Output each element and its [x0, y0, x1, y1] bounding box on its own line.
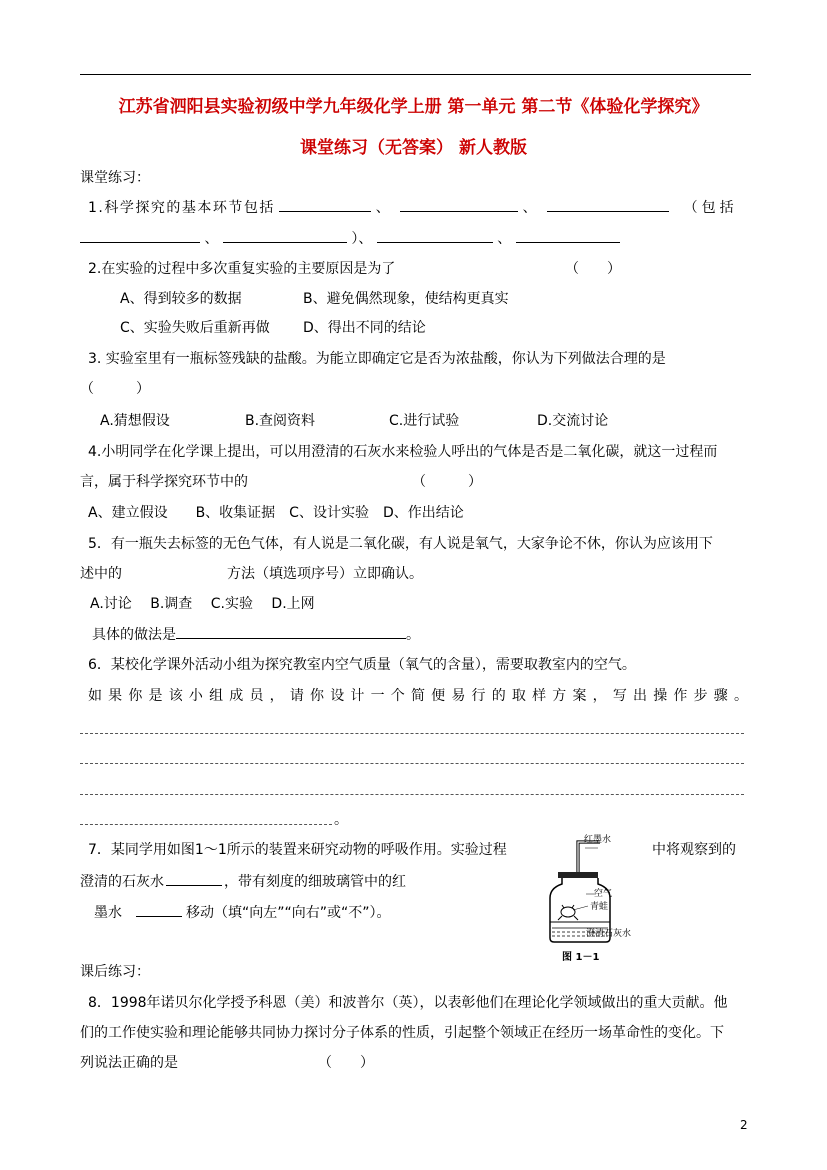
frog-icon — [558, 905, 578, 920]
question-7-stem-line3: 墨水 移动（填“向左”“向右”或“不”）。 — [94, 902, 391, 923]
question-1-line1: 1.科学探究的基本环节包括 、 、 （包括 — [88, 197, 738, 218]
page-title: 江苏省泗阳县实验初级中学九年级化学上册 第一单元 第二节《体验化学探究》 — [118, 97, 709, 117]
question-7-stem-line2: 澄清的石灰水 ，带有刻度的细玻璃管中的红 — [80, 871, 406, 892]
blank-q1-4[interactable] — [80, 228, 200, 243]
question-6-stem-line1: 6．某校化学课外活动小组为探究教室内空气质量（氧气的含量），需要取教室内的空气。 — [88, 657, 636, 673]
question-2-stem: 2.在实验的过程中多次重复实验的主要原因是为了 — [88, 261, 396, 277]
question-7-stem-line1b: 中将观察到的 — [652, 842, 736, 858]
blank-q7-ink[interactable] — [136, 902, 182, 917]
blank-q1-2[interactable] — [400, 197, 518, 212]
question-5-stem-line2b: 方法（填选项序号）立即确认。 — [227, 566, 423, 582]
question-6-end: 。 — [334, 812, 348, 828]
answer-line-4[interactable] — [80, 824, 332, 825]
question-3-option-d: D.交流讨论 — [537, 413, 609, 429]
question-1-line2: 、 ）、 、 — [80, 228, 620, 249]
question-5-stem-line2a: 述中的 — [80, 566, 122, 582]
glass-tube — [578, 842, 600, 874]
question-2-option-d: D、得出不同的结论 — [303, 320, 426, 336]
figure-1-1 — [540, 832, 640, 962]
question-8-stem-line2: 们的工作使实验和理论能够共同协力探讨分子体系的性质，引起整个领域正在经历一场革命性的变化。下 — [80, 1025, 724, 1041]
figure-caption: 图 1－1 — [562, 952, 600, 962]
question-5-detail: 具体的做法是 。 — [92, 624, 420, 645]
question-3-answer-paren[interactable]: （ ） — [80, 381, 150, 397]
question-8-stem-line3: 列说法正确的是 — [80, 1055, 178, 1071]
blank-q7-limewater[interactable] — [166, 871, 222, 886]
question-4-stem-line2: 言，属于科学探究环节中的 — [80, 474, 248, 490]
question-8-stem-line1: 8．1998年诺贝尔化学授予科恩（美）和波普尔（英），以表彰他们在理论化学领域做出的重大贡献。他 — [88, 995, 728, 1011]
question-3-option-c: C.进行试验 — [389, 413, 460, 429]
question-8-answer-paren[interactable]: （ ） — [318, 1055, 374, 1071]
question-4-stem-line1: 4.小明同学在化学课上提出，可以用澄清的石灰水来检验人呼出的气体是否是二氧化碳，就这一过程而 — [88, 444, 718, 460]
question-6-stem-line2: 如果你是该小组成员，请你设计一个简便易行的取样方案，写出操作步骤。 — [88, 688, 748, 704]
blank-q1-3[interactable] — [547, 197, 669, 212]
section-class-practice: 课堂练习： — [80, 170, 150, 186]
blank-q1-1[interactable] — [279, 197, 371, 212]
stopper — [558, 872, 598, 878]
question-4-answer-paren[interactable]: （ ） — [412, 474, 482, 490]
answer-line-3[interactable] — [80, 794, 744, 795]
question-5-options: A.讨论 B.调查 C.实验 D.上网 — [90, 596, 315, 612]
section-after-class: 课后练习： — [80, 964, 150, 980]
question-4-options: A、建立假设 B、收集证据 C、设计实验 D、作出结论 — [88, 505, 464, 521]
question-2-option-b: B、避免偶然现象，使结构更真实 — [303, 291, 509, 307]
question-2-answer-paren[interactable]: （ ） — [565, 261, 621, 277]
answer-line-2[interactable] — [80, 763, 744, 764]
question-5-stem-line1: 5．有一瓶失去标签的无色气体，有人说是二氧化碳，有人说是氧气，大家争论不休，你认为应该用下 — [88, 536, 713, 552]
figure-label-limewater: 澄清石灰水 — [586, 929, 632, 939]
figure-label-air: 空气 — [594, 889, 613, 899]
question-2-option-c: C、实验失败后重新再做 — [120, 320, 270, 336]
page-number: 2 — [740, 1118, 748, 1132]
blank-q1-5[interactable] — [223, 228, 347, 243]
blank-q5-detail[interactable] — [176, 624, 406, 639]
question-2-option-a: A、得到较多的数据 — [120, 291, 242, 307]
page-subtitle: 课堂练习（无答案） 新人教版 — [300, 138, 527, 158]
question-3-option-b: B.查阅资料 — [245, 413, 316, 429]
question-7-stem-line1a: 7．某同学用如图1～1所示的装置来研究动物的呼吸作用。实验过程 — [88, 842, 507, 858]
figure-label-ink: 红墨水 — [584, 835, 612, 845]
question-3-stem: 3. 实验室里有一瓶标签残缺的盐酸。为能立即确定它是否为浓盐酸，你认为下列做法合理的是 — [88, 351, 666, 367]
blank-q1-6[interactable] — [377, 228, 493, 243]
answer-line-1[interactable] — [80, 733, 744, 734]
figure-label-frog: 青蛙 — [590, 902, 609, 912]
question-3-option-a: A.猜想假设 — [100, 413, 170, 429]
blank-q5-method[interactable] — [130, 564, 222, 582]
apparatus-diagram — [540, 832, 640, 962]
blank-q1-7[interactable] — [516, 228, 620, 243]
header-rule — [80, 74, 751, 75]
